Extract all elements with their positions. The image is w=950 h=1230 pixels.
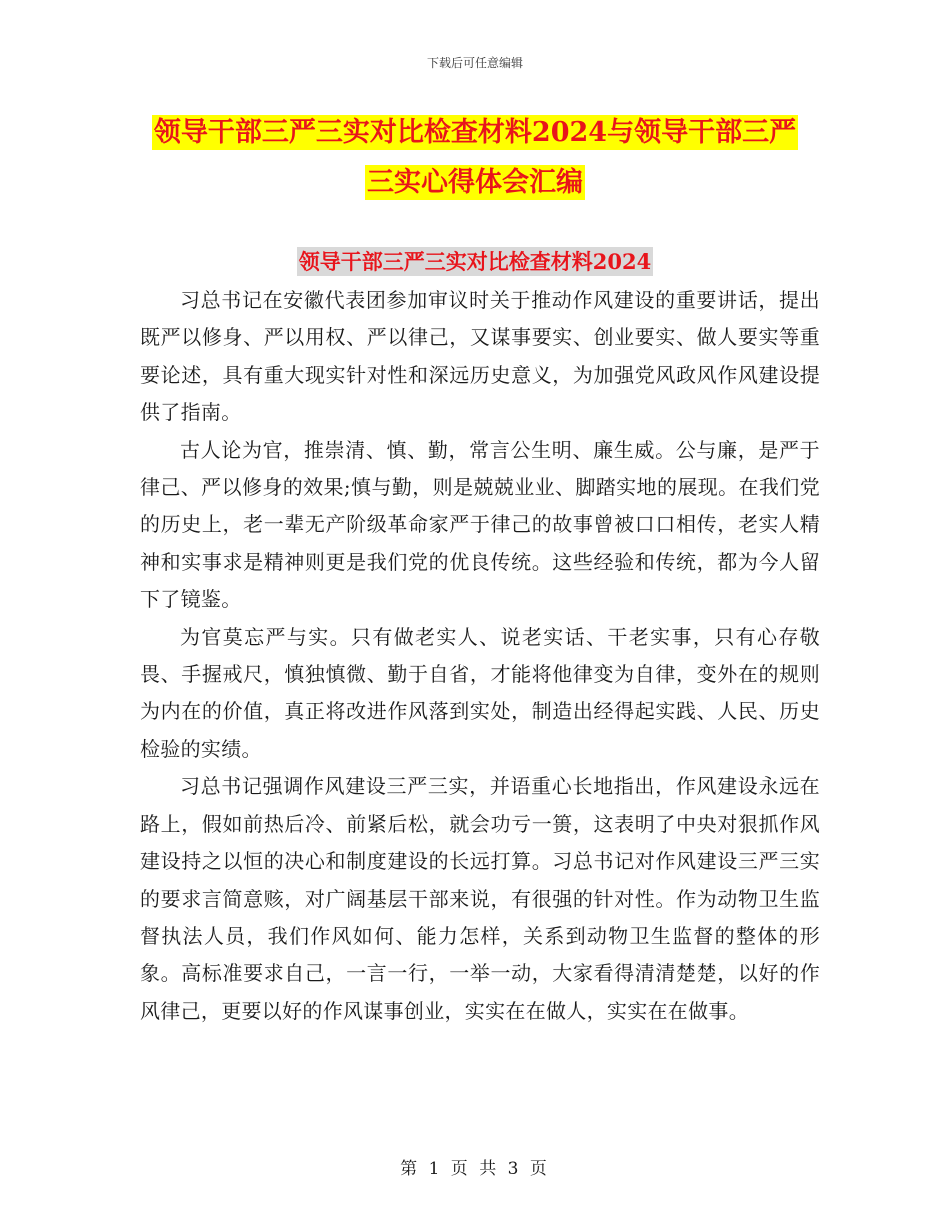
section-heading	[0, 246, 950, 276]
body-text	[140, 282, 820, 1030]
page-number: 第 1 页 共 3 页	[400, 1159, 550, 1179]
paragraph: 习总书记强调作风建设三严三实，并语重心长地指出，作风建设永远在路上，假如前热后冷、前紧后松，就会功亏一篑，这表明了中央对狠抓作风建设持之以恒的决心和制度建设的长远打算。习总书记对作风建设三严三实的要求言简意赅，对广阔基层干部来说，有很强的针对性。作为动物卫生监督执法人员，我们作风如何、能力怎样，关系到动物卫生监督的整体的形象。高标准要求自己，一言一行，一举一动，大家看得清清楚楚，以好的作风律己，更要以好的作风谋事创业，实实在在做人，实实在在做事。	[140, 774, 820, 1023]
document-title	[0, 108, 950, 208]
paragraph: 古人论为官，推崇清、慎、勤，常言公生明、廉生威。公与廉，是严于律己、严以修身的效果;慎与勤，则是兢兢业业、脚踏实地的展现。在我们党的历史上，老一辈无产阶级革命家严于律己的故事曾被口口相传，老实人精神和实事求是精神则更是我们党的优良传统。这些经验和传统，都为今人留下了镜鉴。	[140, 437, 820, 612]
paragraph: 习总书记在安徽代表团参加审议时关于推动作风建设的重要讲话，提出既严以修身、严以用权、严以律己，又谋事要实、创业要实、做人要实等重要论述，具有重大现实针对性和深远历史意义，为加强党风政风作风建设提供了指南。	[140, 288, 820, 425]
header-note: 下载后可任意编辑	[426, 56, 523, 70]
section-heading-text: 领导干部三严三实对比检查材料2024	[298, 249, 652, 274]
document-title-line-2: 三实心得体会汇编	[367, 167, 583, 198]
paragraph: 为官莫忘严与实。只有做老实人、说老实话、干老实事，只有心存敬畏、手握戒尺，慎独慎微、勤于自省，才能将他律变为自律，变外在的规则为内在的价值，真正将改进作风落到实处，制造出经得起实践、人民、历史检验的实绩。	[140, 624, 820, 761]
document-title-line-1: 领导干部三严三实对比检查材料2024与领导干部三严	[153, 117, 797, 148]
